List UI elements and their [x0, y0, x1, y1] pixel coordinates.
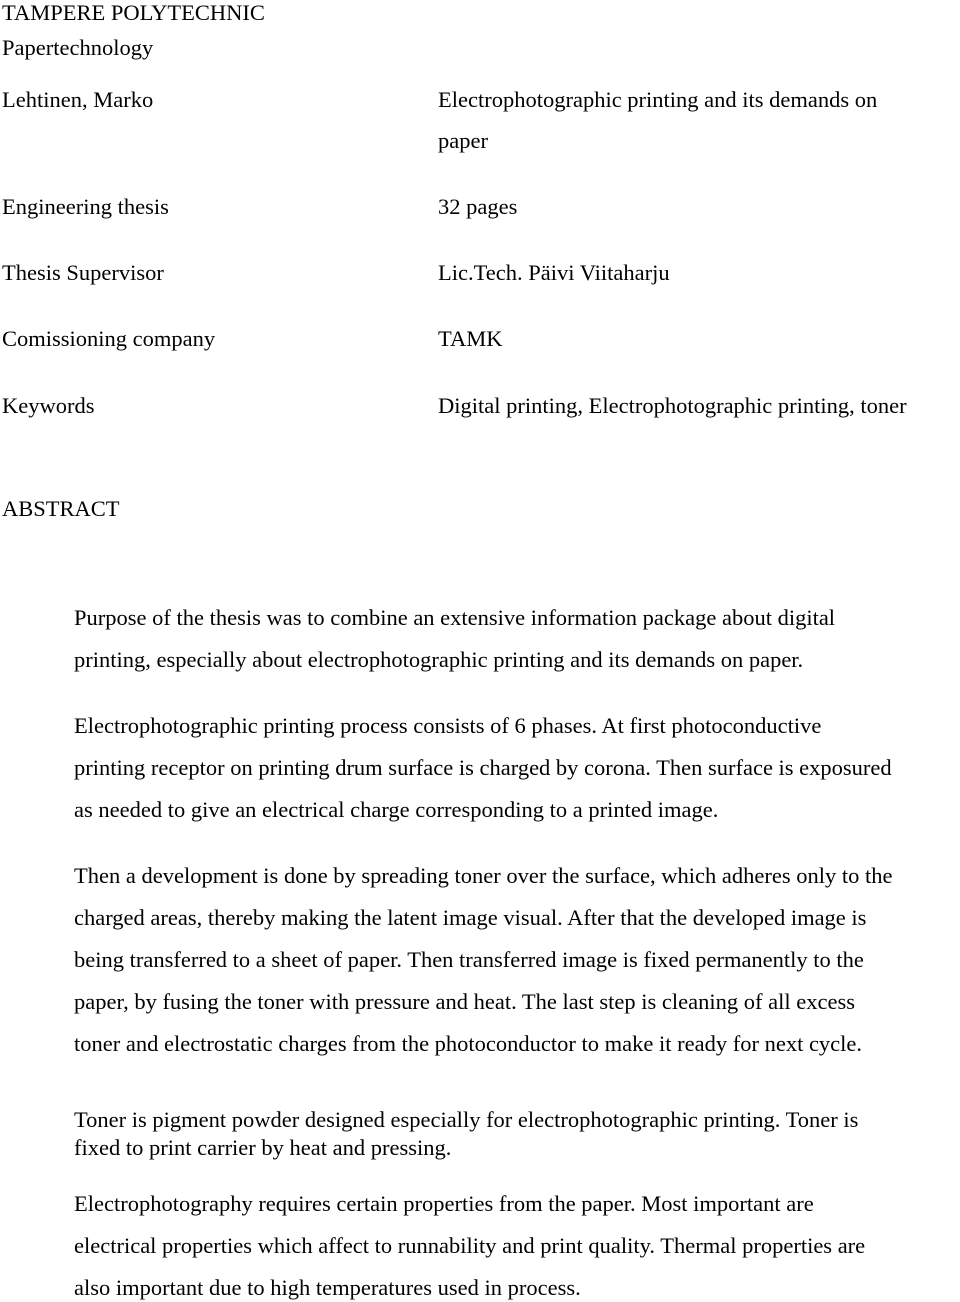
keywords-value: Digital printing, Electrophotographic printing, toner [438, 393, 907, 418]
abstract-para-4-line-2: fixed to print carrier by heat and pressing. [74, 1135, 452, 1160]
abstract-para-2-line-1: Electrophotographic printing process consists of 6 phases. At first photoconductive [74, 713, 822, 738]
department-name: Papertechnology [2, 35, 154, 60]
abstract-heading: ABSTRACT [2, 496, 120, 521]
abstract-para-3-line-5: toner and electrostatic charges from the photoconductor to make it ready for next cycle. [74, 1031, 863, 1056]
commissioning-company-value: TAMK [438, 326, 503, 351]
supervisor-label: Thesis Supervisor [2, 260, 164, 285]
commissioning-company-label: Comissioning company [2, 326, 216, 351]
abstract-para-3-line-2: charged areas, thereby making the latent image visual. After that the developed image is [74, 905, 867, 930]
institution-name: TAMPERE POLYTECHNIC [2, 0, 265, 25]
abstract-para-3-line-4: paper, by fusing the toner with pressure and heat. The last step is cleaning of all excess [74, 989, 855, 1014]
supervisor-value: Lic.Tech. Päivi Viitaharju [438, 260, 670, 285]
page-count-value: 32 pages [438, 194, 518, 219]
thesis-title-line-1: Electrophotographic printing and its demands on [438, 87, 878, 112]
abstract-para-3-line-3: being transferred to a sheet of paper. Then transferred image is fixed permanently to the [74, 947, 864, 972]
abstract-para-5-line-3: also important due to high temperatures used in process. [74, 1275, 581, 1300]
abstract-para-1-line-2: printing, especially about electrophotographic printing and its demands on paper. [74, 647, 804, 672]
abstract-para-2-line-3: as needed to give an electrical charge corresponding to a printed image. [74, 797, 719, 822]
abstract-para-1-line-1: Purpose of the thesis was to combine an extensive information package about digital [74, 605, 836, 630]
keywords-label: Keywords [2, 393, 95, 418]
thesis-type-label: Engineering thesis [2, 194, 169, 219]
abstract-para-5-line-2: electrical properties which affect to runnability and print quality. Thermal properties are [74, 1233, 866, 1258]
abstract-para-4-line-1: Toner is pigment powder designed especially for electrophotographic printing. Toner is [74, 1107, 859, 1132]
author-label: Lehtinen, Marko [2, 87, 154, 112]
thesis-title-line-2: paper [438, 128, 488, 153]
abstract-para-3-line-1: Then a development is done by spreading toner over the surface, which adheres only to the [74, 863, 893, 888]
abstract-para-5-line-1: Electrophotography requires certain properties from the paper. Most important are [74, 1191, 814, 1216]
abstract-para-2-line-2: printing receptor on printing drum surface is charged by corona. Then surface is exposured [74, 755, 892, 780]
